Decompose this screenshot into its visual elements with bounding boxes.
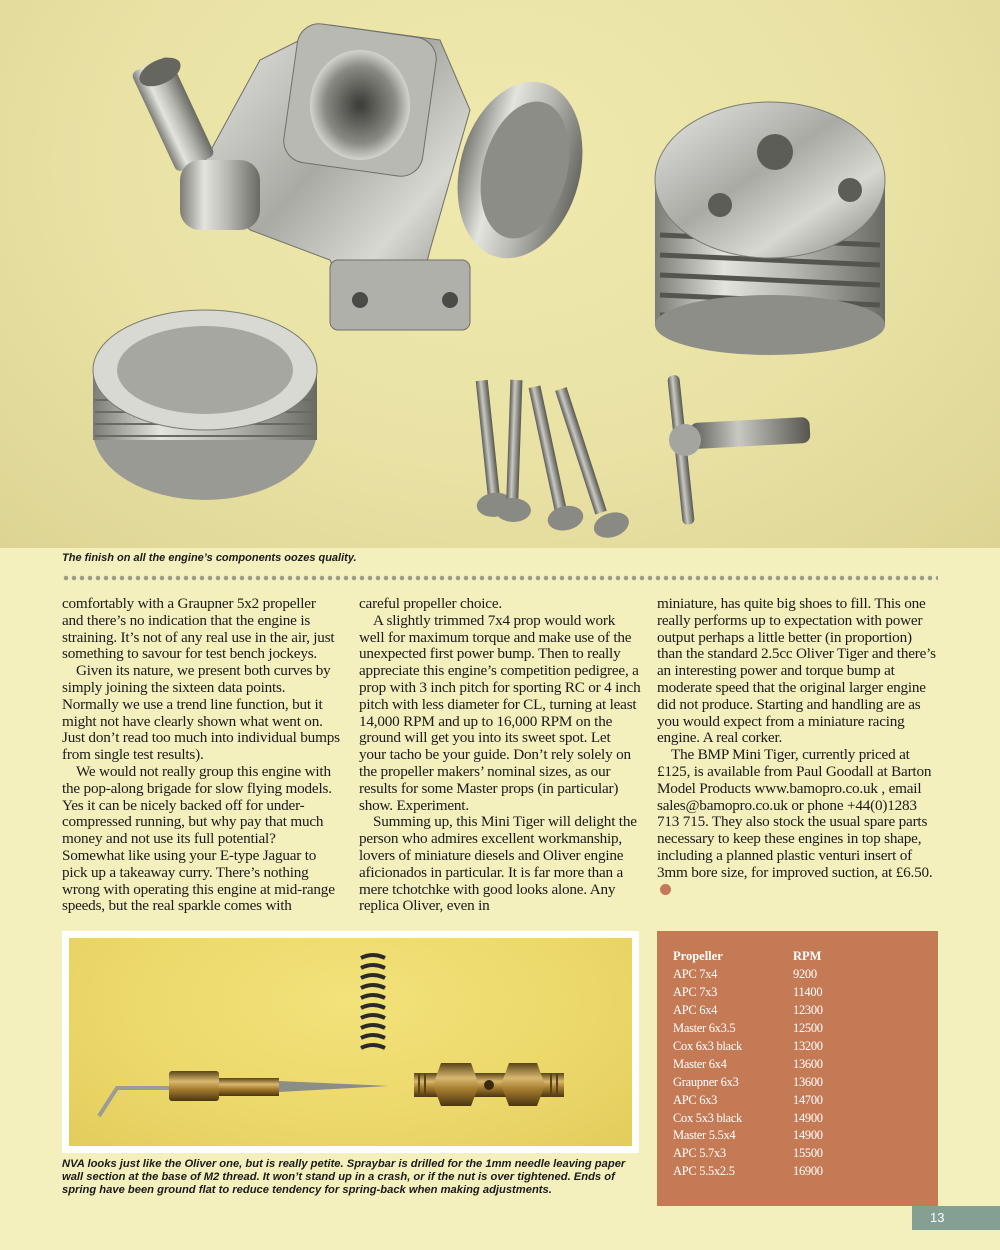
rpm-cell: 12500 — [793, 1021, 823, 1036]
spraybar — [414, 1063, 564, 1106]
paragraph: miniature, has quite big shoes to fill. This one really performs up to expectation with power output perhaps a little better (in proportion) than the standard 2.5cc Oliver Tiger and there’s an interesting power and torque bump at moderate speed that the original larger engine did not produce. Starting and handling are as you would expect from a miniature racing engine. A real corker. — [657, 595, 936, 747]
table-row — [673, 1127, 922, 1145]
propeller-cell: Master 5.5x4 — [673, 1128, 736, 1143]
rpm-cell: 13600 — [793, 1056, 823, 1071]
paragraph-text: The BMP Mini Tiger, currently priced at £125, is available from Paul Goodall at Barton Model Products www.bamopro.co.uk , email sales@bamopro.co.uk or phone +44(0)1283 713 715. They also stock the usual spare parts necessary to keep these engines in top shape, including a planned plastic venturi insert of 3mm bore size, for improved suction, at £6.50. — [657, 746, 933, 881]
table-row — [673, 1055, 922, 1073]
column-header: RPM — [793, 949, 822, 963]
needle-spring — [361, 955, 385, 1048]
table-row — [673, 1020, 922, 1038]
propeller-rpm-table — [657, 931, 938, 1206]
propeller-cell: Graupner 6x3 — [673, 1074, 739, 1089]
paragraph: A slightly trimmed 7x4 prop would work well for maximum torque and make use of the unexpected first power bump. Then to really appreciate this engine’s competition pedigree, a prop with 3 inch pitch for sporting RC or 4 inch pitch with less diameter for CL, turning at least 14,000 RPM and up to 16,000 RPM on the ground will get you into its sweet spot. Let your tacho be your guide. Don’t rely solely on the propeller makers’ nominal sizes, as our results for some Master props (in particular) show. Experiment. — [359, 611, 641, 814]
end-of-article-dot — [660, 884, 671, 895]
threaded-ring — [93, 310, 317, 500]
column-header: Propeller — [673, 949, 723, 963]
rpm-cell: 11400 — [793, 985, 823, 1000]
paragraph: Summing up, this Mini Tiger will delight the person who admires excellent workmanship, lovers of miniature diesels and Oliver engine aficionados in particular. It is far more than a mere tchotchke with good looks alone. Any replica Oliver, even in — [359, 813, 637, 915]
needle-valve-photo-frame — [62, 931, 639, 1153]
paragraph: Given its nature, we present both curves by simply joining the sixteen data points. Normally we use a trend line function, but it might not have clearly shown what went on. Just don’t read too much into individual bumps from single test results). — [62, 662, 340, 764]
text-column-2 — [359, 596, 641, 915]
propeller-cell: Master 6x4 — [673, 1056, 727, 1071]
needle-valve-photo — [69, 938, 632, 1146]
table-row — [673, 966, 922, 984]
propeller-cell: APC 7x3 — [673, 985, 718, 1000]
engine-components-photo — [0, 0, 1000, 548]
table-row — [673, 984, 922, 1002]
dotted-divider — [62, 573, 938, 583]
cylinder-screws — [464, 379, 632, 542]
rpm-cell: 14900 — [793, 1128, 823, 1143]
rpm-table — [673, 949, 922, 1181]
table-row — [673, 1091, 922, 1109]
propeller-cell: APC 5.7x3 — [673, 1146, 726, 1161]
rpm-cell: 13200 — [793, 1039, 823, 1053]
rpm-cell: 13600 — [793, 1074, 823, 1089]
rpm-cell: 14900 — [793, 1110, 823, 1125]
finned-cylinder-head — [655, 102, 885, 355]
text-column-3 — [657, 596, 938, 898]
needle — [99, 1071, 389, 1116]
table-row — [673, 1145, 922, 1163]
rpm-cell: 9200 — [793, 967, 817, 982]
propeller-cell: APC 5.5x2.5 — [673, 1164, 735, 1179]
page-number: 13 — [912, 1206, 1000, 1230]
top-photo-caption: The finish on all the engine’s components oozes quality. — [62, 552, 357, 564]
table-row — [673, 1073, 922, 1091]
propeller-cell: APC 6x3 — [673, 1092, 718, 1107]
rpm-cell: 15500 — [793, 1146, 823, 1161]
contra-piston-tommy-bar — [667, 375, 810, 525]
paragraph: We would not really group this engine with the pop-along brigade for slow flying models. Yes it can be nicely backed off for under-compressed running, but why pay that much money and not use its full potential? Somewhat like using your E-type Jaguar to pick up a takeaway curry. There’s nothing wrong with operating this engine at mid-range speeds, but the real sparkle comes with — [62, 762, 335, 915]
propeller-cell: Master 6x3.5 — [673, 1021, 736, 1036]
text-column-1 — [62, 596, 340, 915]
rpm-cell: 12300 — [793, 1003, 823, 1018]
paragraph: comfortably with a Graupner 5x2 propeller and there’s no indication that the engine is straining. It’s not of any real use in the air, just something to savour for test bench jockeys. — [62, 595, 335, 663]
table-row — [673, 1109, 922, 1127]
bottom-photo-caption: NVA looks just like the Oliver one, but is really petite. Spraybar is drilled for the 1mm needle leaving paper wall section at the base of M2 thread. It won’t stand up in a crash, or if the nut is over tightened. Ends of spring have been ground flat to reduce tendency for spring-back when making adjustments. — [62, 1158, 626, 1196]
paragraph — [657, 747, 938, 898]
propeller-cell: APC 7x4 — [673, 967, 718, 982]
rpm-cell: 14700 — [793, 1092, 823, 1107]
propeller-cell: Cox 6x3 black — [673, 1039, 743, 1053]
paragraph: careful propeller choice. — [359, 595, 502, 612]
table-row — [673, 1038, 922, 1056]
table-row — [673, 1163, 922, 1181]
engine-components-illustration — [0, 0, 1000, 548]
table-header-row — [673, 949, 922, 966]
rpm-cell: 16900 — [793, 1164, 823, 1179]
crankcase — [200, 21, 601, 330]
propeller-cell: APC 6x4 — [673, 1003, 718, 1018]
propeller-cell: Cox 5x3 black — [673, 1110, 743, 1125]
needle-valve-illustration — [69, 938, 632, 1146]
table-row — [673, 1002, 922, 1020]
